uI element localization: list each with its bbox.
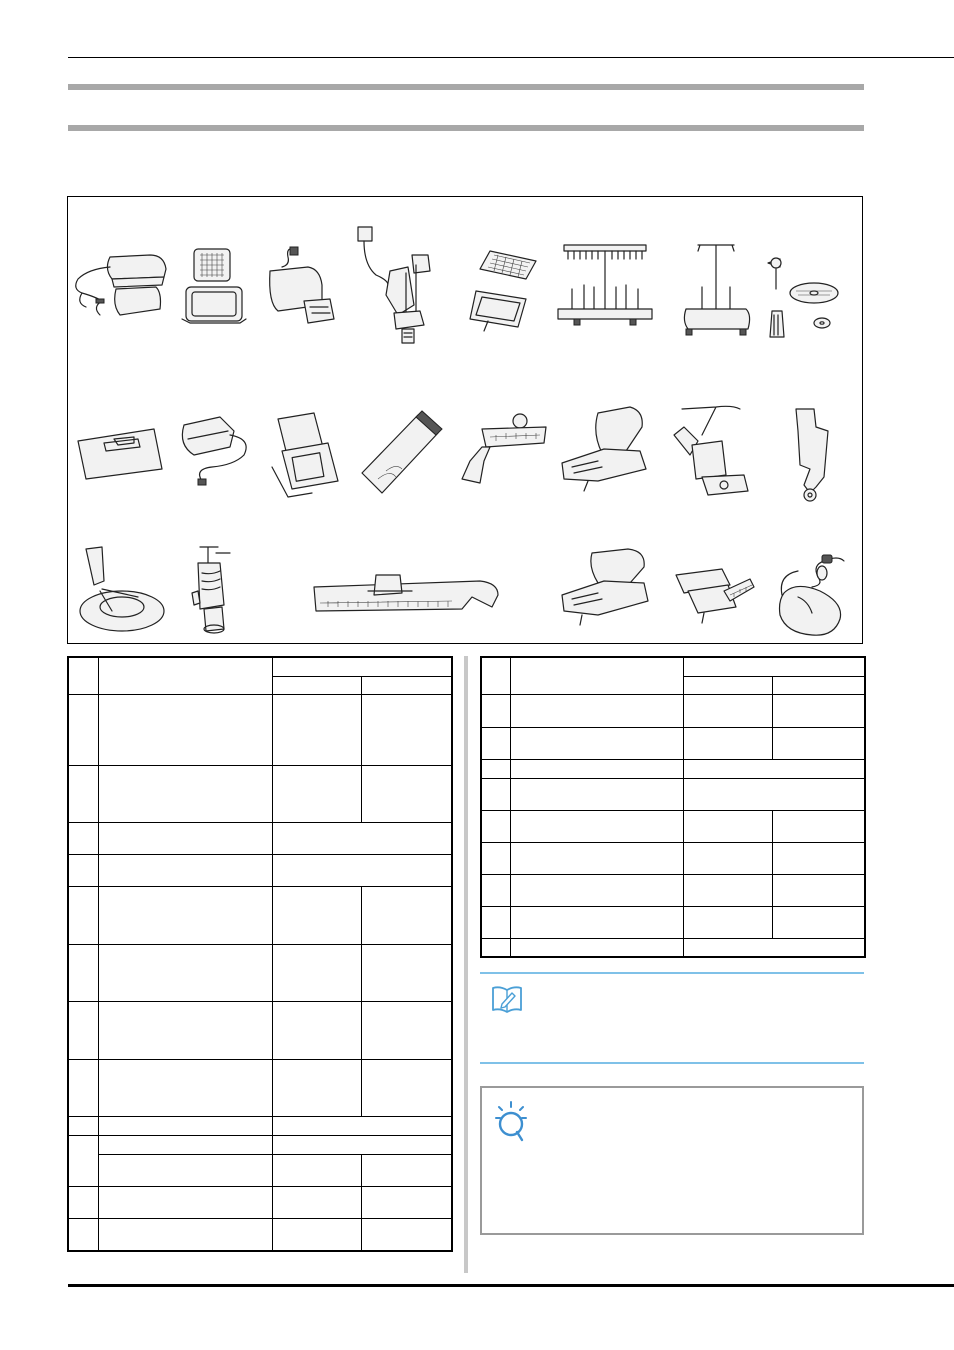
foot-controller-illustration: [72, 249, 167, 329]
header-cell-part-name: [98, 657, 272, 694]
header-cell-code-region-b: [361, 676, 452, 694]
embroidery-frame-small-illustration: [468, 247, 538, 337]
accessory-table-left: [67, 656, 453, 1252]
section-title-bar-top: [68, 84, 864, 90]
table-row: [68, 1187, 452, 1219]
accessories-illustration-panel: [67, 196, 863, 644]
header-cell-no: [68, 657, 98, 694]
stitch-in-ditch-foot-illustration: [558, 549, 653, 629]
multi-spool-thread-stand-illustration: [556, 243, 656, 333]
quilting-foot-assembly-illustration: [668, 405, 758, 505]
spool-caps-and-disc-illustration: [768, 255, 848, 345]
embroidery-frame-set-illustration: [180, 247, 250, 327]
table-row: [68, 822, 452, 854]
table-row: [68, 1002, 452, 1060]
usb-mouse-illustration: [768, 551, 853, 641]
footer-rule: [68, 1284, 954, 1287]
ruler-foot-guide-illustration: [460, 411, 550, 491]
header-cell-no: [481, 657, 510, 694]
section-title-bar-bottom: [68, 125, 864, 131]
presser-foot-holder-illustration: [780, 407, 840, 507]
memo-pencil-icon: [490, 984, 524, 1019]
table-row: [481, 694, 865, 727]
column-divider: [464, 656, 468, 1273]
table-row: [481, 874, 865, 906]
overcasting-foot-illustration: [558, 407, 653, 497]
table-row: [68, 944, 452, 1001]
table-row: [481, 759, 865, 778]
buttonhole-ruler-illustration: [312, 573, 502, 623]
note-box: [480, 1086, 864, 1235]
table-row: [481, 810, 865, 842]
header-cell-part-code: [272, 657, 452, 676]
table-row: [481, 778, 865, 810]
table-row: [68, 1117, 452, 1136]
side-cutter-illustration: [264, 245, 339, 335]
table-row: [68, 1136, 452, 1155]
header-cell-code-region-b: [772, 676, 865, 694]
note-lightbulb-icon: [494, 1100, 528, 1147]
header-cell-part-name: [510, 657, 683, 694]
header-cell-part-code: [683, 657, 865, 676]
header-cell-code-region-a: [683, 676, 772, 694]
header-cell-code-region-a: [272, 676, 361, 694]
extension-plate-illustration: [74, 421, 164, 481]
table-row: [481, 938, 865, 957]
embroidery-card-case-illustration: [268, 411, 343, 501]
table-row: [68, 854, 452, 886]
memo-box: [480, 972, 864, 1064]
free-motion-foot-illustration: [184, 545, 244, 640]
stabilizer-roll-illustration: [356, 409, 446, 499]
table-row: [481, 842, 865, 874]
table-row: [481, 727, 865, 759]
table-row: [68, 886, 452, 944]
circular-sewing-attachment-illustration: [76, 541, 171, 636]
table-row: [68, 1060, 452, 1117]
header-rule: [68, 57, 954, 58]
thread-spool-stand-illustration: [678, 241, 758, 341]
table-row: [68, 694, 452, 765]
table-row: [481, 906, 865, 938]
table-row: [68, 1219, 452, 1251]
table-row: [68, 1155, 452, 1187]
usb-card-reader-illustration: [172, 415, 252, 495]
table-row: [68, 765, 452, 822]
accessory-table-right: [480, 656, 866, 958]
open-toe-foot-illustration: [668, 567, 758, 637]
walking-foot-illustration: [350, 225, 440, 355]
